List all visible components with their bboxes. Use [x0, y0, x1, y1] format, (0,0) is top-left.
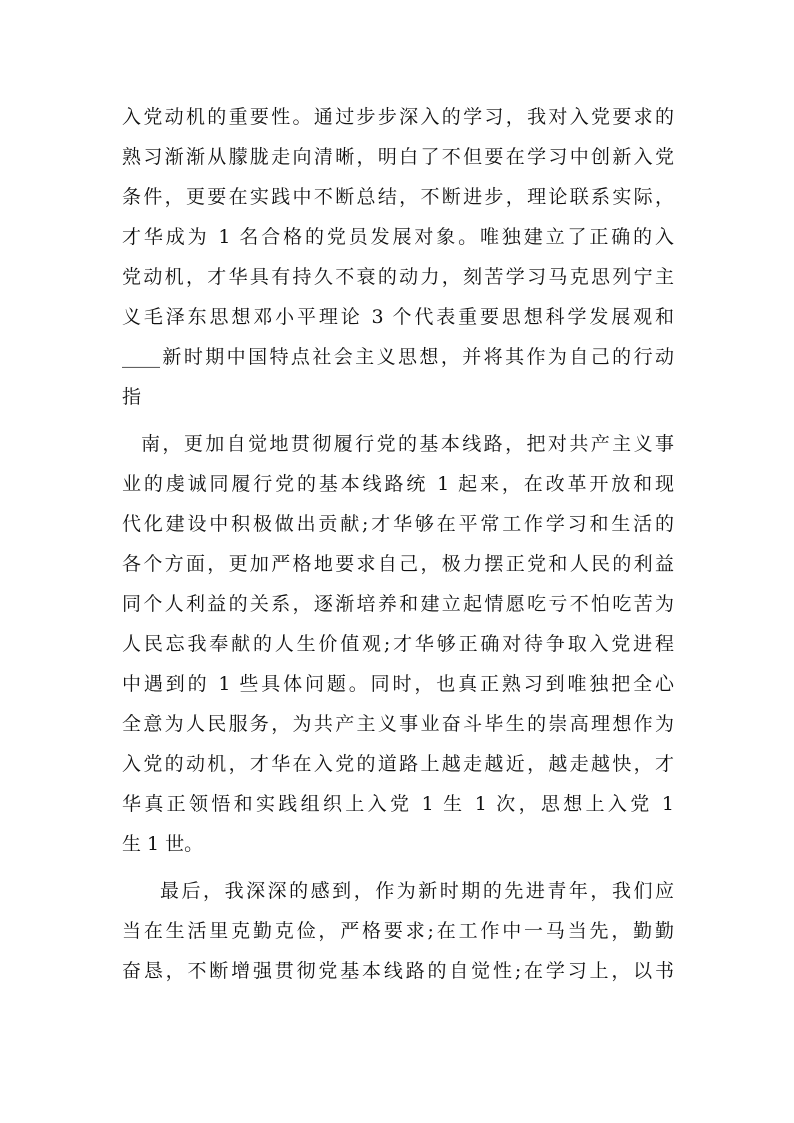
text-line: 南，更加自觉地贯彻履行党的基本线路，把对共产主义事: [141, 433, 674, 455]
text-line: 代化建设中积极做出贡献;才华够在平常工作学习和生活的: [122, 513, 674, 535]
paragraph-2: [122, 425, 674, 863]
text-line: 义毛泽东思想邓小平理论 3 个代表重要思想科学发展观和: [122, 306, 674, 328]
paragraph-spacer: [122, 418, 674, 425]
paragraph-spacer: [122, 865, 674, 872]
text-line: 最后，我深深的感到，作为新时期的先进青年，我们应: [160, 880, 674, 902]
text-line: 党动机，才华具有持久不衰的动力，刻苦学习马克思列宁主: [122, 266, 674, 288]
text-line: 奋恳，不断增强贯彻党基本线路的自觉性;在学习上，以书: [122, 960, 674, 982]
document-body: [122, 98, 674, 992]
text-line: 业的虔诚同履行党的基本线路统 1 起来，在改革开放和现: [122, 473, 674, 495]
text-line: 全意为人民服务，为共产主义事业奋斗毕生的崇高理想作为: [122, 713, 674, 735]
text-line: ____新时期中国特点社会主义思想，并将其作为自己的行动: [122, 346, 674, 368]
text-line: 入党动机的重要性。通过步步深入的学习，我对入党要求的: [122, 106, 674, 128]
text-line: 各个方面，更加严格地要求自己，极力摆正党和人民的利益: [122, 553, 674, 575]
text-line: 条件，更要在实践中不断总结，不断进步，理论联系实际，: [122, 186, 674, 208]
text-line: 华真正领悟和实践组织上入党 1 生 1 次，思想上入党 1: [122, 793, 674, 815]
text-line: 中遇到的 1 些具体问题。同时，也真正熟习到唯独把全心: [122, 673, 674, 695]
paragraph-3: [122, 872, 674, 990]
text-line: 人民忘我奉献的人生价值观;才华够正确对待争取入党进程: [122, 633, 674, 655]
text-line: 指: [122, 386, 142, 408]
text-line: 才华成为 1 名合格的党员发展对象。唯独建立了正确的入: [122, 226, 674, 248]
paragraph-1: [122, 98, 674, 416]
text-line: 生 1 世。: [122, 833, 204, 855]
text-line: 熟习渐渐从朦胧走向清晰，明白了不但要在学习中创新入党: [122, 146, 674, 168]
text-line: 同个人利益的关系，逐渐培养和建立起情愿吃亏不怕吃苦为: [122, 593, 674, 615]
text-line: 入党的动机，才华在入党的道路上越走越近，越走越快，才: [122, 753, 674, 775]
text-line: 当在生活里克勤克俭，严格要求;在工作中一马当先，勤勤: [122, 920, 674, 942]
